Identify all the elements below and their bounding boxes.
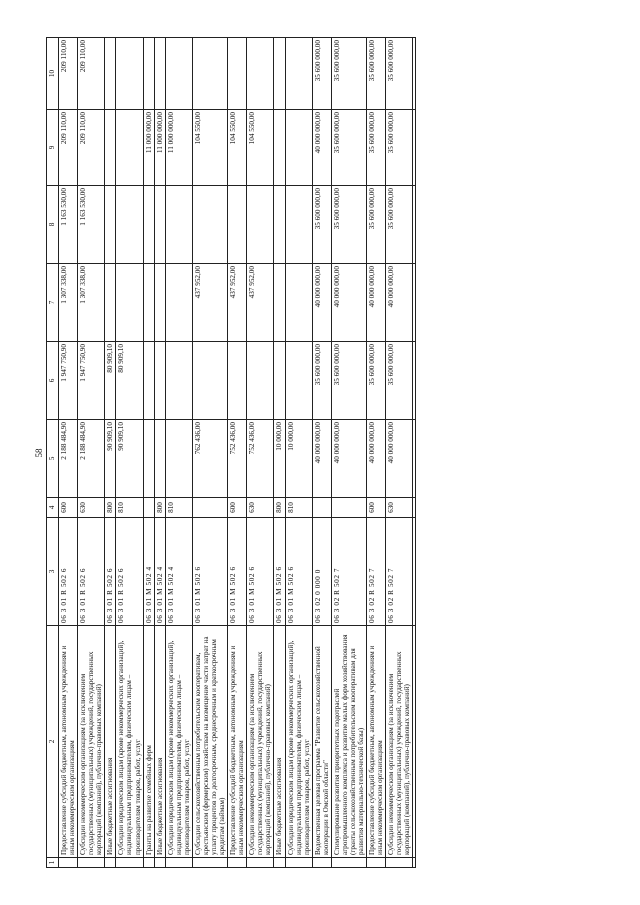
value-cell (165, 38, 192, 110)
value-cell: 35 600 000,00 (312, 342, 331, 420)
value-cell (165, 420, 192, 498)
value-cell (413, 342, 416, 420)
value-cell (192, 342, 227, 420)
value-cell: 40 000 000,00 (331, 420, 366, 498)
table-cell (331, 858, 366, 868)
value-cell (143, 38, 154, 110)
table-cell (116, 858, 143, 868)
row-description: Субсидии юридическим лицам (кроме некоммерческих организаций), индивидуальным предпринимателям, физическим лицам – производителям товаров, работ, услуг (116, 626, 143, 858)
table-cell (78, 858, 105, 868)
row-type (143, 498, 154, 518)
row-code: 06 3 01 M 502 4 (165, 518, 192, 626)
table-cell (367, 858, 386, 868)
value-cell: 35 600 000,00 (386, 110, 413, 186)
table-row (154, 38, 165, 868)
row-description: Субсидии сельскохозяйственным потребительским кооперативам, крестьянским (фермерским) хозяйствам на возмещение части затрат на уплату процентов по долгосрочным, среднесрочным и краткосрочным кредитам (займам) (192, 626, 227, 858)
value-cell: 1 947 750,90 (78, 342, 105, 420)
value-cell: 762 436,00 (192, 420, 227, 498)
value-cell (154, 186, 165, 264)
value-cell (165, 186, 192, 264)
row-description: Иные бюджетные ассигнования (274, 626, 285, 858)
row-description: Предоставление субсидий бюджетным, автономным учреждениям и иным некоммерческим организациям (228, 626, 247, 858)
value-cell: 40 000 000,00 (386, 264, 413, 342)
page-number: 58 (34, 448, 44, 458)
table-cell (312, 858, 331, 868)
row-description: Субсидии некоммерческим организациям (за исключением государственных (муниципальных) учреждений, государственных корпораций (компаний), публично-правовых компаний) (247, 626, 274, 858)
row-code: 06 3 01 R 502 6 (105, 518, 116, 626)
value-cell: 104 550,00 (192, 110, 227, 186)
value-cell (154, 420, 165, 498)
value-cell: 11 000 000,00 (165, 110, 192, 186)
row-code: 06 3 02 0 000 0 (312, 518, 331, 626)
row-code: 06 3 01 M 502 6 (228, 518, 247, 626)
table-row (331, 38, 366, 868)
value-cell (105, 186, 116, 264)
value-cell: 1 163 530,00 (78, 186, 105, 264)
value-cell (105, 38, 116, 110)
value-cell: 437 952,00 (247, 264, 274, 342)
column-number-row (47, 38, 59, 868)
value-cell: 40 000 000,00 (331, 264, 366, 342)
value-cell: 40 000 000,00 (312, 264, 331, 342)
value-cell: 209 110,00 (78, 110, 105, 186)
table-row (367, 38, 386, 868)
value-cell (105, 264, 116, 342)
table-cell (228, 858, 247, 868)
row-type: 600 (59, 498, 78, 518)
row-code: 06 3 02 R 502 7 (367, 518, 386, 626)
column-header: 9 (47, 110, 59, 186)
value-cell: 2 188 484,90 (78, 420, 105, 498)
value-cell (274, 264, 285, 342)
row-type: 800 (105, 498, 116, 518)
table-cell (274, 858, 285, 868)
value-cell (165, 342, 192, 420)
value-cell: 1 307 338,00 (78, 264, 105, 342)
value-cell (247, 342, 274, 420)
value-cell: 35 600 000,00 (386, 38, 413, 110)
table-row (59, 38, 78, 868)
value-cell (192, 38, 227, 110)
row-description (413, 626, 416, 858)
value-cell (413, 110, 416, 186)
row-code: 06 3 01 R 502 6 (78, 518, 105, 626)
value-cell: 104 550,00 (247, 110, 274, 186)
value-cell: 35 600 000,00 (386, 342, 413, 420)
value-cell (413, 420, 416, 498)
value-cell (154, 38, 165, 110)
table-row (192, 38, 227, 868)
value-cell: 752 436,00 (247, 420, 274, 498)
table-cell (105, 858, 116, 868)
row-description: Иные бюджетные ассигнования (154, 626, 165, 858)
value-cell (274, 38, 285, 110)
budget-table (46, 37, 416, 868)
value-cell: 35 600 000,00 (367, 110, 386, 186)
value-cell: 752 436,00 (228, 420, 247, 498)
value-cell (116, 110, 143, 186)
column-header: 1 (47, 858, 59, 868)
row-code (413, 518, 416, 626)
value-cell (116, 186, 143, 264)
value-cell (285, 264, 312, 342)
row-type: 600 (367, 498, 386, 518)
row-code: 06 3 01 M 502 6 (247, 518, 274, 626)
table-cell (192, 858, 227, 868)
row-type (413, 498, 416, 518)
table-row (312, 38, 331, 868)
value-cell (274, 110, 285, 186)
value-cell (105, 110, 116, 186)
row-type: 800 (274, 498, 285, 518)
value-cell (228, 342, 247, 420)
value-cell: 35 600 000,00 (312, 186, 331, 264)
value-cell: 40 000 000,00 (367, 264, 386, 342)
column-header: 6 (47, 342, 59, 420)
row-description: Предоставление субсидий бюджетным, автономным учреждениям и иным некоммерческим организациям (59, 626, 78, 858)
value-cell (228, 186, 247, 264)
column-header: 10 (47, 38, 59, 110)
value-cell (247, 38, 274, 110)
value-cell: 437 952,00 (192, 264, 227, 342)
value-cell (413, 186, 416, 264)
row-description: Субсидии некоммерческим организациям (за исключением государственных (муниципальных) учреждений, государственных корпораций (компаний), публично-правовых компаний) (78, 626, 105, 858)
value-cell: 40 000 000,00 (312, 110, 331, 186)
table-cell (285, 858, 312, 868)
value-cell: 209 110,00 (78, 38, 105, 110)
value-cell: 40 000 000,00 (386, 420, 413, 498)
row-code: 06 3 01 M 502 6 (285, 518, 312, 626)
row-type: 600 (228, 498, 247, 518)
value-cell: 10 000,00 (285, 420, 312, 498)
value-cell: 1 307 338,00 (59, 264, 78, 342)
column-header: 2 (47, 626, 59, 858)
value-cell (285, 342, 312, 420)
row-type: 810 (116, 498, 143, 518)
value-cell: 35 600 000,00 (386, 186, 413, 264)
value-cell (285, 110, 312, 186)
value-cell: 209 110,00 (59, 38, 78, 110)
row-type: 630 (247, 498, 274, 518)
column-header: 4 (47, 498, 59, 518)
row-description: Гранты на развитие семейных ферм (143, 626, 154, 858)
row-description: Субсидии юридическим лицам (кроме некоммерческих организаций), индивидуальным предпринимателям, физическим лицам – производителям товаров, работ, услуг (285, 626, 312, 858)
value-cell: 1 947 750,90 (59, 342, 78, 420)
row-type: 810 (285, 498, 312, 518)
value-cell: 35 600 000,00 (367, 186, 386, 264)
value-cell: 104 550,00 (228, 110, 247, 186)
table-row (386, 38, 413, 868)
row-code: 06 3 01 R 502 6 (116, 518, 143, 626)
value-cell: 11 000 000,00 (154, 110, 165, 186)
row-description: Субсидии юридическим лицам (кроме некоммерческих организаций), индивидуальным предпринимателям, физическим лицам – производителям товаров, работ, услуг (165, 626, 192, 858)
value-cell: 35 600 000,00 (312, 38, 331, 110)
value-cell (143, 420, 154, 498)
value-cell (116, 264, 143, 342)
row-type (331, 498, 366, 518)
table-cell (154, 858, 165, 868)
value-cell (143, 186, 154, 264)
value-cell: 80 909,10 (105, 342, 116, 420)
value-cell (228, 38, 247, 110)
value-cell: 209 110,00 (59, 110, 78, 186)
table-row (274, 38, 285, 868)
row-code: 06 3 01 M 502 6 (274, 518, 285, 626)
value-cell (274, 186, 285, 264)
value-cell (192, 186, 227, 264)
row-type (312, 498, 331, 518)
value-cell (285, 186, 312, 264)
row-type: 810 (165, 498, 192, 518)
value-cell: 35 600 000,00 (331, 38, 366, 110)
value-cell (143, 264, 154, 342)
row-type: 630 (386, 498, 413, 518)
value-cell: 35 600 000,00 (331, 342, 366, 420)
table-cell (386, 858, 413, 868)
table-row (165, 38, 192, 868)
table-row (413, 38, 416, 868)
table-cell (143, 858, 154, 868)
row-code: 06 3 01 M 502 4 (154, 518, 165, 626)
value-cell: 40 000 000,00 (367, 420, 386, 498)
table-cell (165, 858, 192, 868)
row-code: 06 3 01 R 502 6 (59, 518, 78, 626)
row-description: Ведомственная целевая программа "Развитие сельскохозяйственной кооперации в Омской области" (312, 626, 331, 858)
row-description: Иные бюджетные ассигнования (105, 626, 116, 858)
table-row (285, 38, 312, 868)
column-header: 5 (47, 420, 59, 498)
rotated-table-area (34, 38, 582, 868)
column-header: 8 (47, 186, 59, 264)
row-description: Субсидии некоммерческим организациям (за исключением государственных (муниципальных) учреждений, государственных корпораций (компаний), публично-правовых компаний) (386, 626, 413, 858)
row-type (192, 498, 227, 518)
table-row (78, 38, 105, 868)
column-header: 7 (47, 264, 59, 342)
row-code: 06 3 02 R 502 7 (386, 518, 413, 626)
value-cell: 35 600 000,00 (367, 342, 386, 420)
row-description: Предоставление субсидий бюджетным, автономным учреждениям и иным некоммерческим организациям (367, 626, 386, 858)
value-cell: 2 188 484,90 (59, 420, 78, 498)
column-header: 3 (47, 518, 59, 626)
row-type: 800 (154, 498, 165, 518)
row-description: Стимулирование развития приоритетных подотраслей агропромышленного комплекса и развитие малых форм хозяйствования (гранты сельскохозяйственным потребительским кооперативам для развития материально-технической базы) (331, 626, 366, 858)
table-row (116, 38, 143, 868)
value-cell (247, 186, 274, 264)
table-cell (59, 858, 78, 868)
table-row (105, 38, 116, 868)
row-code: 06 3 01 M 502 4 (143, 518, 154, 626)
value-cell: 35 600 000,00 (331, 186, 366, 264)
value-cell: 10 000,00 (274, 420, 285, 498)
value-cell (116, 38, 143, 110)
value-cell: 90 909,10 (105, 420, 116, 498)
value-cell (154, 342, 165, 420)
row-code: 06 3 01 M 502 6 (192, 518, 227, 626)
value-cell: 80 909,10 (116, 342, 143, 420)
value-cell (143, 342, 154, 420)
row-type: 630 (78, 498, 105, 518)
value-cell: 437 952,00 (228, 264, 247, 342)
value-cell: 1 163 530,00 (59, 186, 78, 264)
row-code: 06 3 02 R 502 7 (331, 518, 366, 626)
table-row (228, 38, 247, 868)
value-cell: 35 600 000,00 (367, 38, 386, 110)
table-row (143, 38, 154, 868)
value-cell: 11 000 000,00 (143, 110, 154, 186)
value-cell: 40 000 000,00 (312, 420, 331, 498)
value-cell (154, 264, 165, 342)
value-cell (413, 38, 416, 110)
table-row (247, 38, 274, 868)
value-cell (165, 264, 192, 342)
value-cell (285, 38, 312, 110)
value-cell: 35 600 000,00 (331, 110, 366, 186)
value-cell: 90 909,10 (116, 420, 143, 498)
table-cell (413, 858, 416, 868)
table-cell (247, 858, 274, 868)
value-cell (274, 342, 285, 420)
value-cell (413, 264, 416, 342)
